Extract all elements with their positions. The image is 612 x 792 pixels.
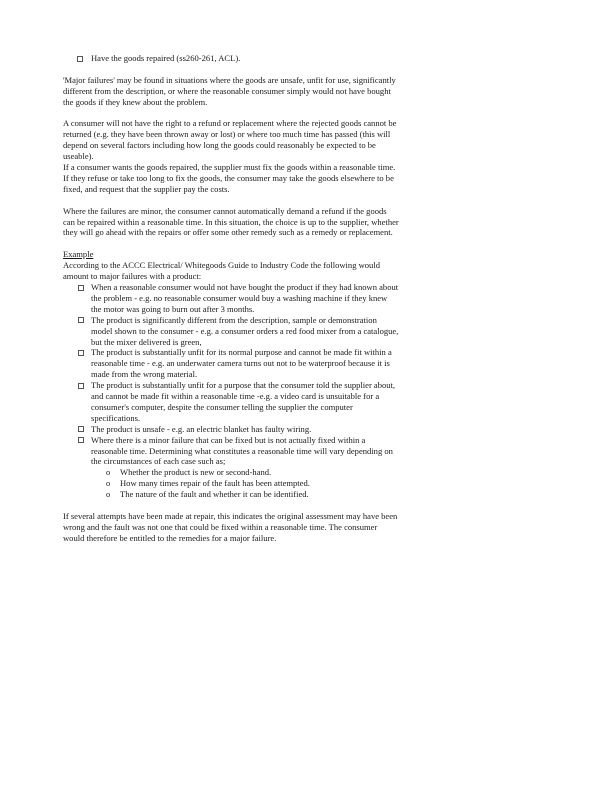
example-heading [63,249,399,260]
list-item [63,347,399,380]
checkbox-bullet-icon [78,426,84,432]
checkbox-bullet-icon [78,437,84,443]
list-item [63,424,399,435]
paragraph-minor-failures: Where the failures are minor, the consumer cannot automatically demand a refund if the goods can be repaired within a reasonable time. In this situation, the choice is up to the supplier, whether they will go ahead with the repairs or offer some other remedy such as a remedy or replacement. [63,205,399,238]
circle-bullet-icon: o [106,467,111,478]
checkbox-bullet-icon [77,56,83,62]
sub-list [63,467,399,500]
example-list [63,282,399,467]
paragraph-repair: If a consumer wants the goods repaired, the supplier must fix the goods within a reasonable time. If they refuse or take too long to fix the goods, the consumer may take the goods elsewhere to be fixed, and request that the supplier pay the costs. [63,162,396,194]
checkbox-bullet-icon [78,285,84,291]
example-intro: According to the ACCC Electrical/ Whitegoods Guide to Industry Code the following would amount to major failures with a product: [63,260,380,282]
repair-bullet-text: Have the goods repaired (ss260-261, ACL). [91,53,241,63]
document-body [63,53,399,544]
list-item-text: The product is unsafe - e.g. an electric blanket has faulty wiring. [91,423,312,434]
sub-list-item [63,489,399,500]
sub-list-item-text: Whether the product is new or second-hand. [120,467,272,478]
sub-list-item [63,467,399,478]
list-item [63,380,399,424]
paragraph-closing: If several attempts have been made at repair, this indicates the original assessment may have been wrong and the fault was not one that could be fixed within a reasonable time. The consumer would therefore be entitled to the remedies for a major failure. [63,510,398,543]
paragraph-no-refund: A consumer will not have the right to a refund or replacement where the rejected goods cannot be returned (e.g. they have been thrown away or lost) or where too much time has passed (this will depend on several factors including how long the goods could reasonably be expected to be useable). [63,118,397,162]
sub-list-item-text: The nature of the fault and whether it can be identified. [120,489,309,500]
list-item-text: The product is substantially unfit for a purpose that the consumer told the supplier about, and cannot be made fit within a reasonable time -e.g. a video card is unsuitable for a consumer's computer, despite the consumer telling the supplier the computer specifications. [91,380,396,423]
circle-bullet-icon: o [106,478,111,489]
sub-list-item-text: How many times repair of the fault has been attempted. [120,478,310,489]
list-item-text: The product is substantially unfit for its normal purpose and cannot be made fit within a reasonable time - e.g. an underwater camera turns out not to be waterproof because it is made from the wrong material. [91,347,392,380]
checkbox-bullet-icon [78,350,84,356]
example-heading-text: Example [63,249,94,260]
list-item [63,282,399,315]
checkbox-bullet-icon [78,383,84,389]
list-item-text: Where there is a minor failure that can be fixed but is not actually fixed within a reasonable time. Determining what constitutes a reasonable time will vary depending on the circumstances of each case such as; [91,434,393,467]
list-item-text: The product is significantly different from the description, sample or demonstration model shown to the consumer - e.g. a consumer orders a red food mixer from a catalogue, but the mixer delivered is green, [91,314,399,347]
sub-list-item [63,478,399,489]
circle-bullet-icon: o [106,489,111,500]
paragraph-major-failures: 'Major failures' may be found in situations where the goods are unsafe, unfit for use, significantly different from the description, or where the reasonable consumer simply would not have bought the goods if they knew about the problem. [63,74,396,107]
list-item [63,315,399,348]
checkbox-bullet-icon [78,317,84,323]
list-item-text: When a reasonable consumer would not have bought the product if they had known about the problem - e.g. no reasonable consumer would buy a washing machine if they knew the motor was going to burn out after 3 months. [91,281,399,314]
repair-bullet [63,53,399,64]
list-item [63,435,399,468]
